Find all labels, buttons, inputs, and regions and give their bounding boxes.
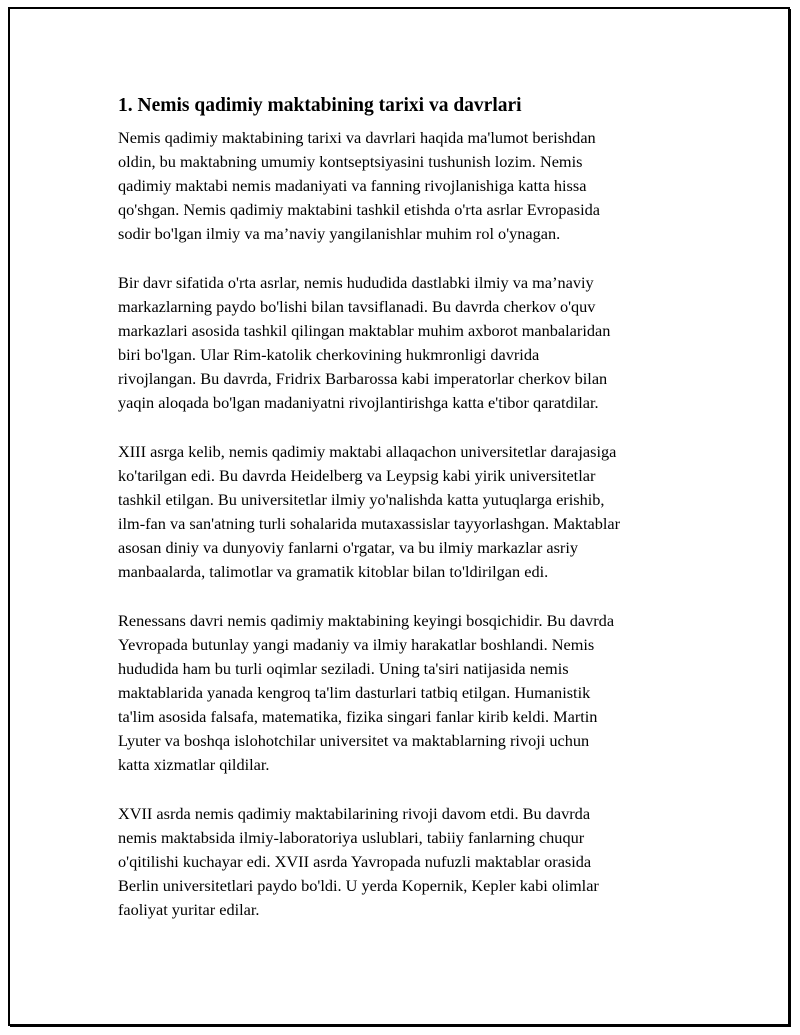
paragraph-line: nemis maktabsida ilmiy-laboratoriya uslublari, tabiiy fanlarning chuqur [118, 828, 585, 847]
paragraph-line: ilm-fan va san'atning turli sohalarida mutaxassislar tayyorlashgan. Maktablar [118, 514, 621, 533]
paragraph [118, 126, 690, 246]
paragraph [118, 440, 690, 584]
paragraph-line: ta'lim asosida falsafa, matematika, fizika singari fanlar kirib keldi. Martin [118, 707, 598, 726]
document-body [118, 94, 690, 947]
paragraph-line: biri bo'lgan. Ular Rim-katolik cherkovining hukmronligi davrida [118, 345, 540, 364]
paragraph-line: manbaalarda, talimotlar va gramatik kitoblar bilan to'ldirilgan edi. [118, 562, 549, 581]
paragraph-line: Renessans davri nemis qadimiy maktabining keyingi bosqichidir. Bu davrda [118, 611, 615, 630]
paragraph-line: o'qitilishi kuchayar edi. XVII asrda Yavropada nufuzli maktablar orasida [118, 852, 592, 871]
paragraph-line: XIII asrga kelib, nemis qadimiy maktabi allaqachon universitetlar darajasiga [118, 442, 617, 461]
paragraph-line: maktablarida yanada kengroq ta'lim dasturlari tatbiq etilgan. Humanistik [118, 683, 591, 702]
paragraph-line: yaqin aloqada bo'lgan madaniyatni rivojlantirishga katta e'tibor qaratdilar. [118, 393, 599, 412]
paragraph-line: Lyuter va boshqa islohotchilar universitet va maktablarning rivoji uchun [118, 731, 590, 750]
paragraph-line: sodir bo'lgan ilmiy va ma’naviy yangilanishlar muhim rol o'ynagan. [118, 224, 561, 243]
paragraph [118, 609, 690, 777]
paragraph [118, 802, 690, 922]
paragraph-line: ko'tarilgan edi. Bu davrda Heidelberg va Leypsig kabi yirik universitetlar [118, 466, 596, 485]
paragraph-line: oldin, bu maktabning umumiy kontseptsiyasini tushunish lozim. Nemis [118, 152, 583, 171]
paragraph-line: asosan diniy va dunyoviy fanlarni o'rgatar, va bu ilmiy markazlar asriy [118, 538, 578, 557]
paragraph-line: katta xizmatlar qildilar. [118, 755, 270, 774]
paragraph [118, 271, 690, 415]
paragraph-line: markazlari asosida tashkil qilingan maktablar muhim axborot manbalaridan [118, 321, 611, 340]
paragraph-line: rivojlangan. Bu davrda, Fridrix Barbarossa kabi imperatorlar cherkov bilan [118, 369, 608, 388]
paragraph-line: Berlin universitetlari paydo bo'ldi. U yerda Kopernik, Kepler kabi olimlar [118, 876, 599, 895]
section-heading: 1. Nemis qadimiy maktabining tarixi va davrlari [118, 95, 522, 116]
paragraph-line: tashkil etilgan. Bu universitetlar ilmiy yo'nalishda katta yutuqlarga erishib, [118, 490, 605, 509]
paragraph-line: XVII asrda nemis qadimiy maktabilarining rivoji davom etdi. Bu davrda [118, 804, 591, 823]
paragraph-line: markazlarning paydo bo'lishi bilan tavsiflanadi. Bu davrda cherkov o'quv [118, 297, 596, 316]
paragraph-line: Bir davr sifatida o'rta asrlar, nemis hududida dastlabki ilmiy va ma’naviy [118, 273, 594, 292]
paragraph-line: qo'shgan. Nemis qadimiy maktabini tashkil etishda o'rta asrlar Evropasida [118, 200, 600, 219]
paragraph-line: qadimiy maktabi nemis madaniyati va fanning rivojlanishiga katta hissa [118, 176, 587, 195]
paragraph-line: hududida ham bu turli oqimlar seziladi. Uning ta'siri natijasida nemis [118, 659, 569, 678]
paragraph-line: faoliyat yuritar edilar. [118, 900, 260, 919]
paragraph-line: Nemis qadimiy maktabining tarixi va davrlari haqida ma'lumot berishdan [118, 128, 596, 147]
paragraph-line: Yevropada butunlay yangi madaniy va ilmiy harakatlar boshlandi. Nemis [118, 635, 595, 654]
paragraph-list [118, 126, 690, 922]
